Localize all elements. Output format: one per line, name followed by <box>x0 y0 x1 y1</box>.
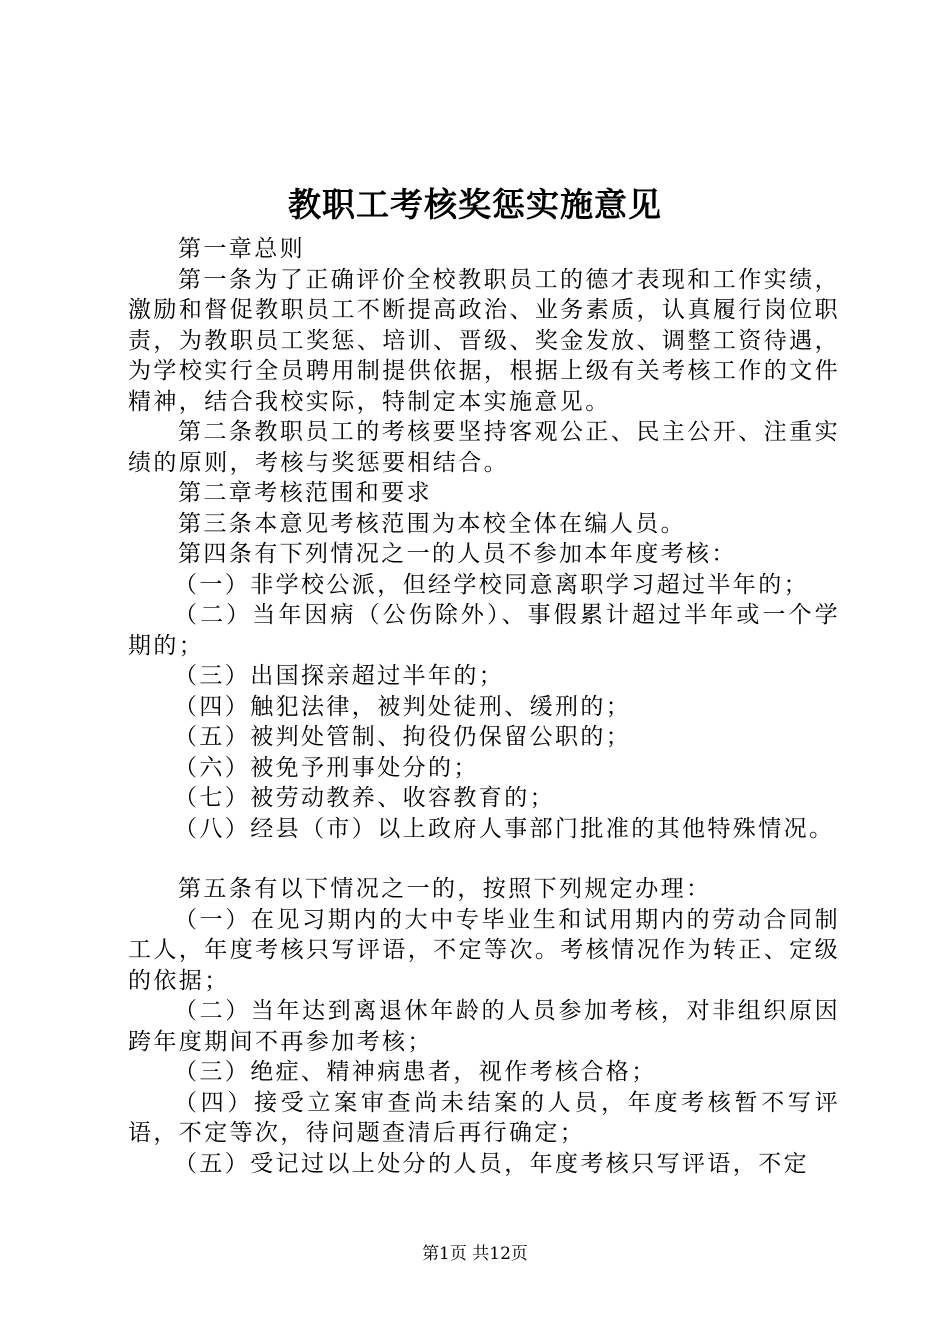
list-item: （四）触犯法律，被判处徒刑、缓刑的； <box>174 693 632 720</box>
paragraph-gap <box>128 844 840 874</box>
article-paragraph: 第一条为了正确评价全校教职员工的德才表现和工作实绩，激励和督促教职员工不断提高政治、业务素质，认真履行岗位职责，为教职员工奖惩、培训、晋级、奖金发放、调整工资待遇，为学校实行全员聘用制提供依据，根据上级有关考核工作的文件精神，结合我校实际，特制定本实施意见。 <box>128 266 840 415</box>
list-item: （二）当年达到离退休年龄的人员参加考核，对非组织原因跨年度期间不再参加考核； <box>128 998 840 1055</box>
article-paragraph: 第三条本意见考核范围为本校全体在编人员。 <box>178 510 686 537</box>
list-item: （六）被免予刑事处分的； <box>174 754 479 781</box>
list-item: （一）非学校公派，但经学校同意离职学习超过半年的； <box>174 571 809 598</box>
list-item: （五）被判处管制、拘役仍保留公职的； <box>174 724 632 750</box>
list-item: （二）当年因病（公伤除外）、事假累计超过半年或一个学期的； <box>128 602 840 659</box>
page-footer: 第1页 共12页 <box>422 1244 528 1264</box>
list-item: （三）绝症、精神病患者，视作考核合格； <box>174 1059 657 1085</box>
list-item: （一）在见习期内的大中专毕业生和试用期内的劳动合同制工人，年度考核只写评语，不定等次。考核情况作为转正、定级的依据； <box>128 906 840 994</box>
article-paragraph: 第五条有以下情况之一的，按照下列规定办理： <box>178 876 712 902</box>
list-item: （三）出国探亲超过半年的； <box>174 663 505 689</box>
list-item: （四）接受立案审查尚未结案的人员，年度考核暂不写评语，不定等次，待问题查清后再行确定； <box>128 1089 840 1146</box>
list-item: （五）受记过以上处分的人员，年度考核只写评语，不定 <box>174 1150 809 1177</box>
chapter-heading: 第二章考核范围和要求 <box>178 480 432 506</box>
document-body <box>128 234 840 1179</box>
list-item: （七）被劳动教养、收容教育的； <box>174 785 555 811</box>
chapter-heading: 第一章总则 <box>178 236 305 262</box>
list-item: （八）经县（市）以上政府人事部门批准的其他特殊情况。 <box>174 815 835 842</box>
article-paragraph: 第四条有下列情况之一的人员不参加本年度考核： <box>178 541 737 567</box>
document-title: 教职工考核奖惩实施意见 <box>288 185 662 224</box>
article-paragraph: 第二条教职员工的考核要坚持客观公正、民主公开、注重实绩的原则，考核与奖惩要相结合。 <box>128 419 840 476</box>
